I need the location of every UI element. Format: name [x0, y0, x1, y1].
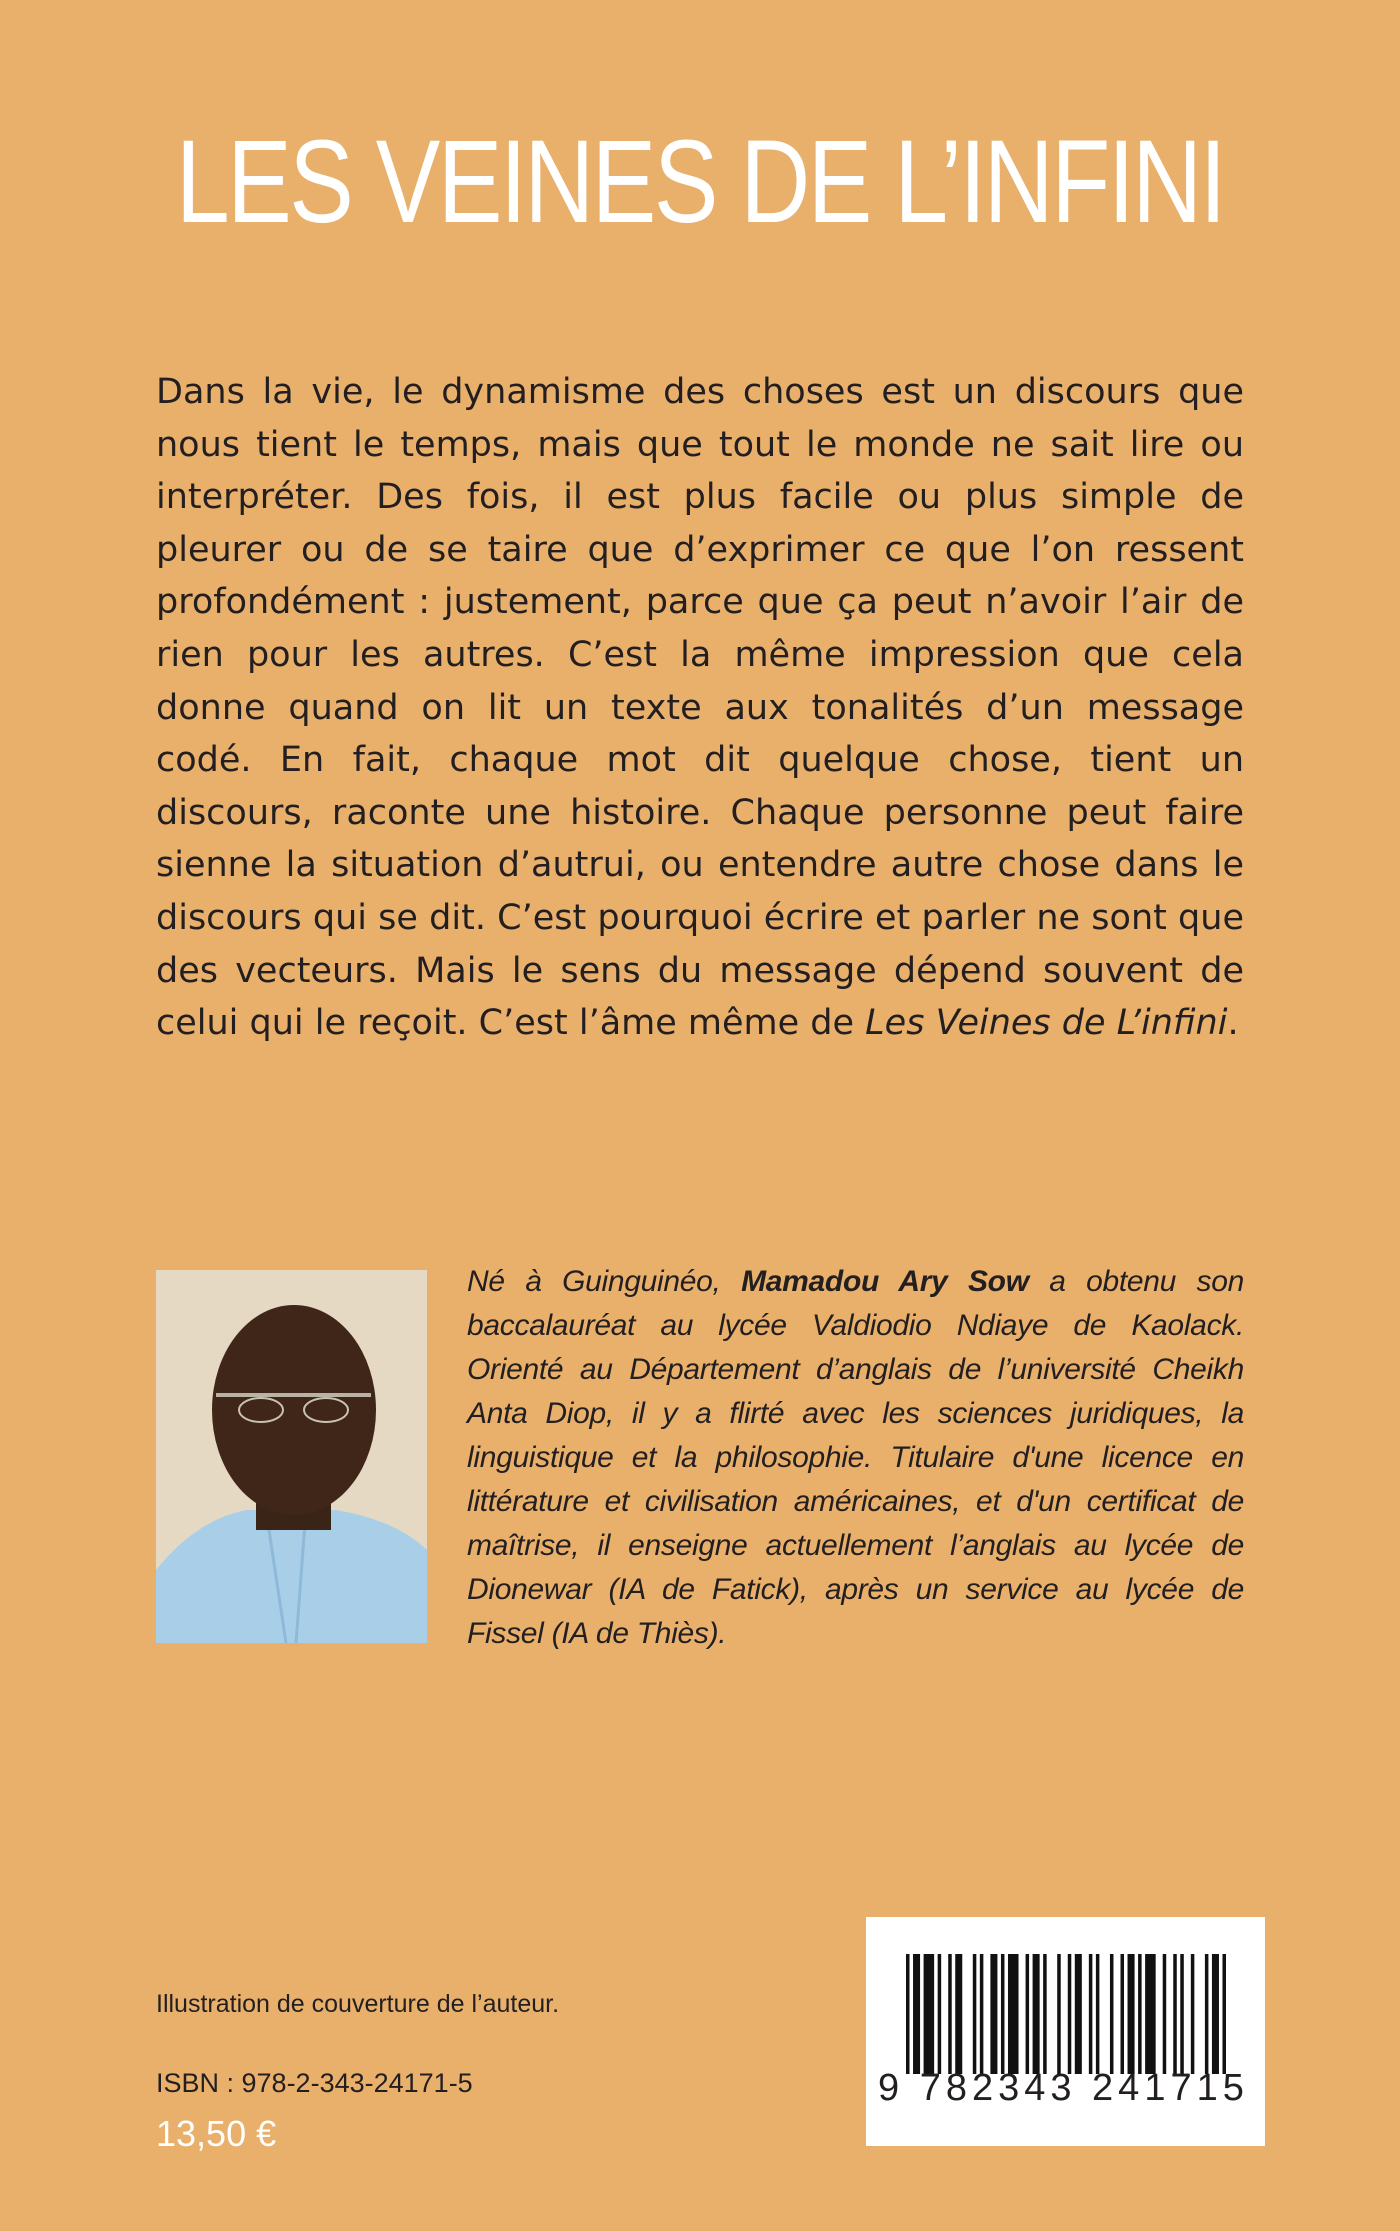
barcode-bar: [980, 1954, 984, 2074]
summary-end: .: [1227, 1003, 1239, 1044]
price: 13,50 €: [156, 2113, 277, 2154]
barcode-bar: [938, 1954, 942, 2074]
barcode-bar: [1068, 1954, 1072, 2074]
barcode-bar: [906, 1954, 910, 2074]
barcode-bar: [1026, 1954, 1030, 2074]
bio-text: a obtenu son baccalauréat au lycée Valdiodio Ndiaye de Kaolack. Orienté au Département d’anglais de l’université Cheikh Anta Diop, il y a flirté avec les sciences juridiques, la linguistique et la philosophie. Titulaire d'une licence en littérature et civilisation américaines, et d'un certificat de maîtrise, il enseigne actuellement l’anglais au lycée de Dionewar (IA de Fatick), après un service au lycée de Fissel (IA de Thiès).: [467, 1265, 1244, 1650]
barcode-bar: [1180, 1954, 1184, 2074]
barcode-bar: [1163, 1954, 1167, 2074]
isbn: ISBN : 978-2-343-24171-5: [156, 2068, 473, 2098]
barcode-bar: [1173, 1954, 1177, 2074]
barcode-bar: [1033, 1954, 1040, 2074]
author-bio: [467, 1260, 1244, 1656]
bio-intro: Né à Guinguinéo,: [467, 1265, 742, 1298]
barcode-bar: [1075, 1954, 1082, 2074]
barcode-digits: 9 782343 241715: [878, 2067, 1249, 2109]
barcode-bar: [1089, 1954, 1093, 2074]
barcode-bar: [955, 1954, 962, 2074]
barcode-bar: [1145, 1954, 1156, 2074]
barcode-bar: [1008, 1954, 1019, 2074]
barcode-bar: [1057, 1954, 1061, 2074]
barcode-bar: [973, 1954, 977, 2074]
cover-illustration-credit: Illustration de couverture de l’auteur.: [156, 1990, 560, 2018]
barcode-bar: [1110, 1954, 1114, 2074]
barcode-bar: [924, 1954, 935, 2074]
barcode-bar: [1222, 1954, 1226, 2074]
barcode-bar: [990, 1954, 997, 2074]
barcode: [866, 1917, 1265, 2146]
barcode-bar: [1001, 1954, 1005, 2074]
barcode-bar: [913, 1954, 920, 2074]
barcode-bar: [1138, 1954, 1142, 2074]
barcode-bar: [1205, 1954, 1209, 2074]
barcode-bar: [1096, 1954, 1100, 2074]
author-photo: [156, 1270, 427, 1643]
summary-text: Dans la vie, le dynamisme des choses est un discours que nous tient le temps, mais que tout le monde ne sait lire ou interpréter. Des fois, il est plus facile ou plus simple de pleurer ou de se taire que d’exprimer ce que l’on ressent profondément : justement, parce que ça peut n’avoir l’air de rien pour les autres. C’est la même impression que cela donne quand on lit un texte aux tonalités d’un message codé. En fait, chaque mot dit quelque chose, tient un discours, raconte une histoire. Chaque personne peut faire sienne la situation d’autrui, ou entendre autre chose dans le discours qui se dit. C’est pourquoi écrire et parler ne sont que des vecteurs. Mais le sens du message dépend souvent de celui qui le reçoit. C’est l’âme même de: [156, 372, 1244, 1044]
barcode-bar: [1043, 1954, 1047, 2074]
back-cover-summary: [156, 366, 1244, 1050]
barcode-bar: [1212, 1954, 1219, 2074]
barcode-bar: [1128, 1954, 1135, 2074]
barcode-bar: [1121, 1954, 1125, 2074]
author-name: Mamadou Ary Sow: [741, 1265, 1029, 1298]
book-title: LES VEINES DE L’INFINI: [175, 116, 1225, 248]
summary-book-title: Les Veines de L’infini: [865, 1003, 1228, 1044]
barcode-bar: [948, 1954, 952, 2074]
barcode-bar: [1191, 1954, 1195, 2074]
